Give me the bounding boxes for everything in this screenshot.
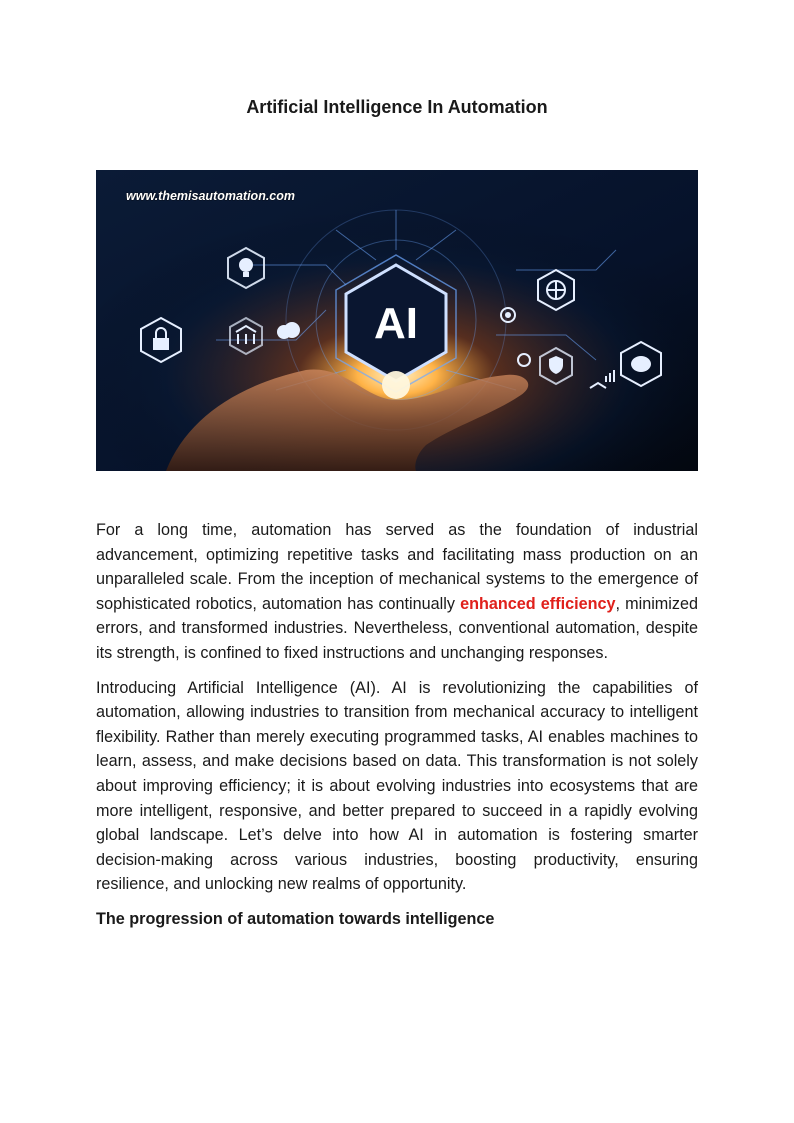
section-subheading: The progression of automation towards intelligence (96, 909, 495, 928)
document-title: Artificial Intelligence In Automation (246, 97, 548, 117)
ai-label: AI (374, 299, 418, 348)
document-body (96, 518, 698, 942)
hero-image (96, 170, 698, 471)
paragraph-1 (96, 518, 698, 666)
paragraph-1-text-end: , minimized errors, and transformed industries. Nevertheless, conventional automation, despite its strength, is confined to fixed instructions and unchanging responses. (96, 594, 698, 662)
highlighted-phrase: enhanced efficiency (460, 594, 616, 613)
paragraph-2: Introducing Artificial Intelligence (AI). AI is revolutionizing the capabilities of automation, allowing industries to transition from mechanical accuracy to intelligent flexibility. Rather than merely executing programmed tasks, AI enables machines to learn, assess, and make decisions based on data. This transformation is not solely about improving efficiency; it is about evolving industries into ecosystems that are more intelligent, responsive, and better prepared to succeed in a rapidly evolving global landscape. Let’s delve into how AI in automation is fostering smarter decision-making across various industries, boosting productivity, ensuring resilience, and unlocking new realms of opportunity. (96, 678, 698, 894)
paragraph-1-text-start: For a long time, automation has served as the foundation of industrial advancement, optimizing repetitive tasks and facilitating mass production on an unparalleled scale. From the inception of mechanical systems to the emergence of sophisticated robotics, automation has continually (96, 521, 698, 613)
watermark-text: www.themisautomation.com (126, 189, 296, 203)
